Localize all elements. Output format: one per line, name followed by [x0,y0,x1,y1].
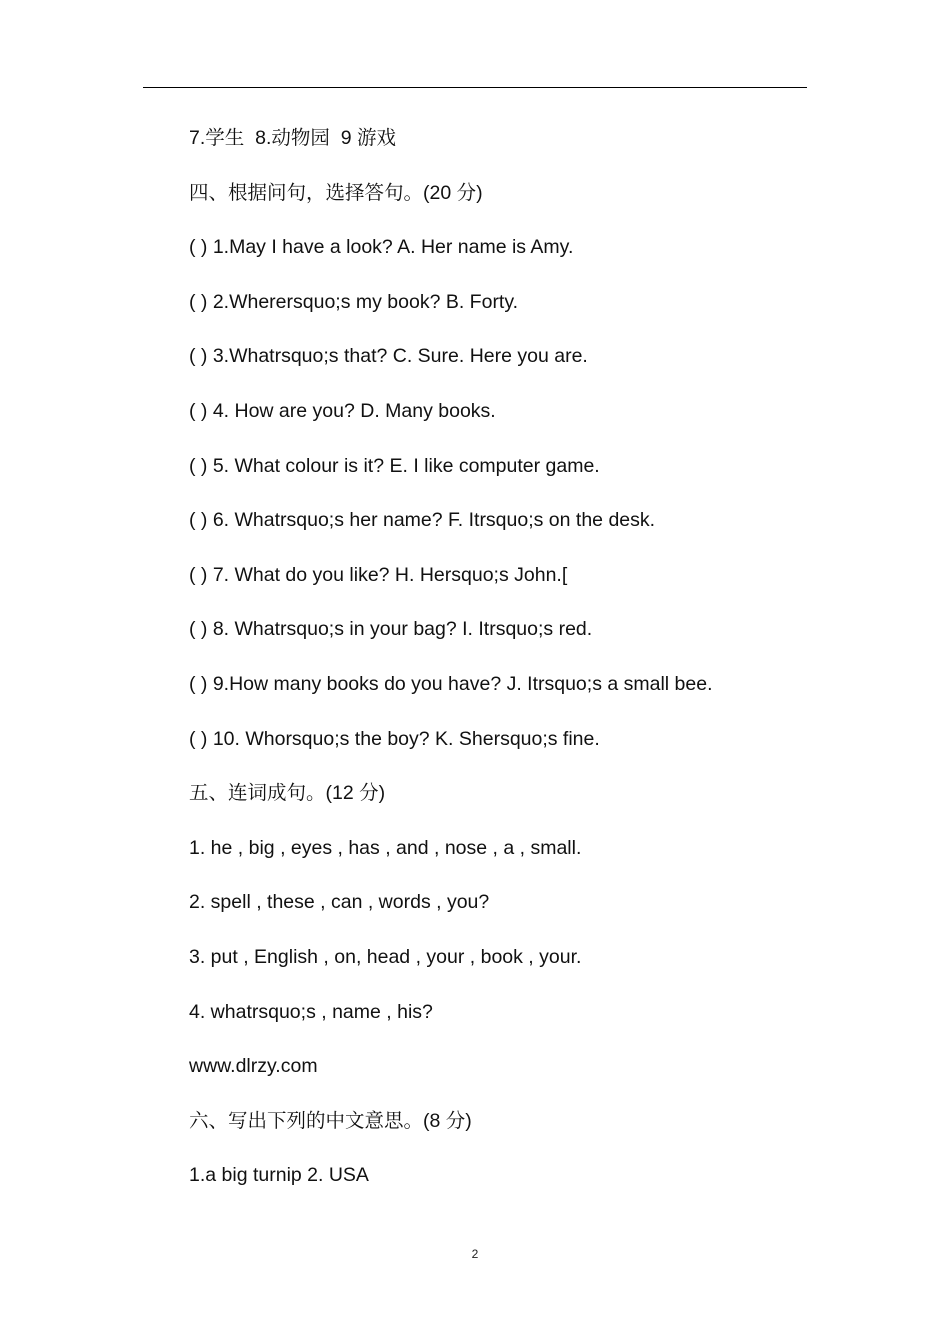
question-line: ( ) 3.Whatrsquo;s that? C. Sure. Here you are. [189,345,588,368]
sentence-item: 1. he , big , eyes , has , and , nose , a , small. [189,836,582,859]
question-line: ( ) 9.How many books do you have? J. Itrsquo;s a small bee. [189,672,713,695]
question-line: ( ) 5. What colour is it? E. I like computer game. [189,454,600,477]
sentence-item: 4. whatrsquo;s , name , his? [189,1000,433,1023]
section-four-heading: 四、根据问句，选择答句。(20 分) [189,181,483,204]
question-line: ( ) 6. Whatrsquo;s her name? F. Itrsquo;s on the desk. [189,509,656,532]
question-line: ( ) 10. Whorsquo;s the boy? K. Shersquo;s fine. [189,727,600,750]
translation-item: 1.a big turnip 2. USA [189,1164,369,1187]
section-six-heading: 六、写出下列的中文意思。(8 分) [189,1109,472,1132]
question-line: ( ) 1.May I have a look? A. Her name is Amy. [189,236,574,259]
vocab-line: 7.学生 8.动物园 9 游戏 [189,127,396,149]
page-number: 2 [471,1247,479,1261]
question-line: ( ) 7. What do you like? H. Hersquo;s John.[ [189,563,568,586]
section-five-heading: 五、连词成句。(12 分) [189,782,386,805]
question-line: ( ) 2.Wherersquo;s my book? B. Forty. [189,290,519,313]
sentence-item: 3. put , English , on, head , your , book , your. [189,945,582,968]
header-rule [143,87,807,88]
sentence-item: 2. spell , these , can , words , you? [189,891,490,914]
document-body [189,121,829,1213]
question-line: ( ) 4. How are you? D. Many books. [189,399,496,422]
website-text: www.dlrzy.com [189,1055,318,1078]
question-line: ( ) 8. Whatrsquo;s in your bag? I. Itrsquo;s red. [189,618,593,641]
